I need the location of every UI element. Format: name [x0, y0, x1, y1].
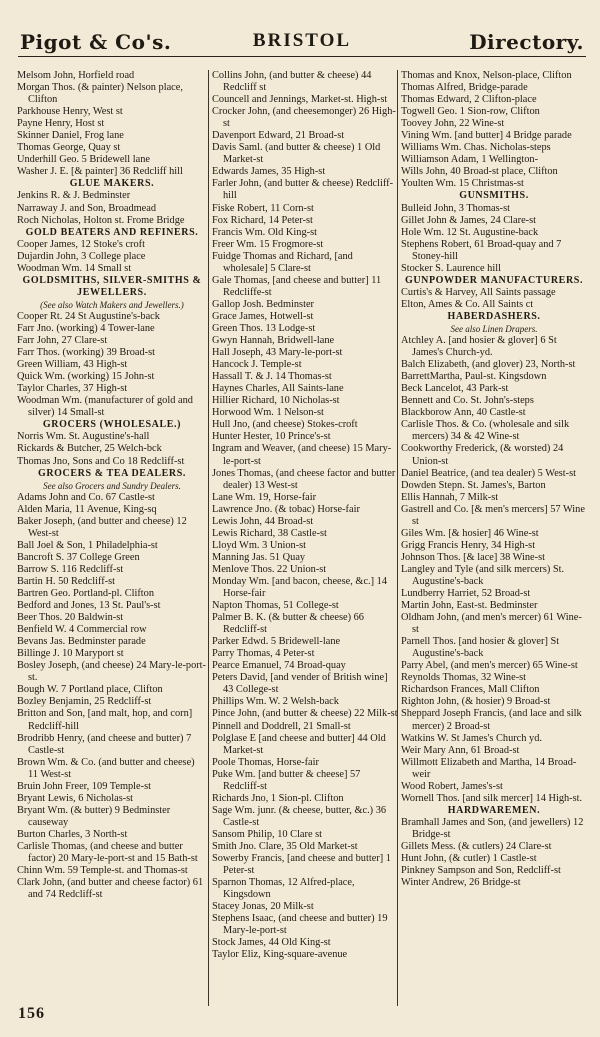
directory-entry: Togwell Geo. 1 Sion-row, Clifton	[401, 106, 540, 118]
directory-entry: Clark John, (and butter and cheese factor) 61 and 74 Redcliff-st	[17, 877, 204, 901]
directory-entry: Lawrence Jno. (& tobac) Horse-fair	[212, 503, 360, 515]
directory-entry: Williams Wm. Chas. Nicholas-steps	[401, 142, 551, 154]
section-heading: GUNPOWDER MANUFACTURERS.	[404, 274, 584, 286]
directory-entry: Crocker John, (and cheesemonger) 26 High-st	[212, 106, 396, 130]
directory-entry: Burton Charles, 3 North-st	[17, 828, 128, 840]
directory-entry: Rickards & Butcher, 25 Welch-bck	[17, 443, 162, 455]
directory-entry: Horwood Wm. 1 Nelson-st	[212, 407, 324, 419]
directory-entry: Atchley A. [and hosier & glover] 6 St James's Church-yd.	[401, 335, 557, 359]
section-heading: GUNSMITHS.	[459, 190, 529, 202]
directory-entry: Green William, 43 High-st	[17, 359, 128, 371]
directory-entry: Lloyd Wm. 3 Union-st	[212, 539, 307, 551]
directory-entry: Willmott Elizabeth and Martha, 14 Broad-weir	[401, 756, 577, 780]
directory-entry: Bedford and Jones, 13 St. Paul's-st	[17, 600, 161, 612]
directory-entry: Weir Mary Ann, 61 Broad-st	[401, 744, 520, 756]
directory-entry: Oldham John, (and men's mercer) 61 Wine-st	[401, 612, 582, 636]
directory-entry: Menlove Thos. 22 Union-st	[212, 563, 327, 575]
directory-entry: Farr Thos. (working) 39 Broad-st	[17, 347, 155, 359]
directory-entry: Lewis Richard, 38 Castle-st	[212, 527, 327, 539]
directory-entry: Daniel Beatrice, (and tea dealer) 5 West-st	[401, 467, 577, 479]
directory-entry: Quick Wm. (working) 15 John-st	[17, 371, 155, 383]
directory-entry: Thomas Edward, 2 Clifton-place	[401, 94, 537, 106]
directory-entry: Johnson Thos. [& lace] 38 Wine-st	[401, 551, 545, 563]
directory-entry: Ball Joel & Son, 1 Philadelphia-st	[17, 539, 158, 551]
directory-entry: Bulleid John, 3 Thomas-st	[401, 202, 510, 214]
directory-entry: Dowden Stepn. St. James's, Barton	[401, 479, 546, 491]
directory-entry: Cooper James, 12 Stoke's croft	[17, 238, 145, 250]
directory-entry: Jenkins R. & J. Bedminster	[17, 190, 131, 202]
directory-entry: Giles Wm. [& hosier] 46 Wine-st	[401, 527, 539, 539]
directory-entry: Gallop Josh. Bedminster	[212, 298, 314, 310]
directory-entry: Sheppard Joseph Francis, (and lace and silk mercer) 2 Broad-st	[401, 708, 582, 732]
directory-entry: Bryant Lewis, 6 Nicholas-st	[17, 792, 134, 804]
directory-entry: Adams John and Co. 67 Castle-st	[17, 491, 155, 503]
directory-entry: Green Thos. 13 Lodge-st	[212, 322, 316, 334]
header-publisher: Pigot & Co's.	[20, 30, 172, 54]
directory-entry: Brown Wm. & Co. (and butter and cheese) 11 West-st	[17, 756, 195, 780]
directory-entry: Hall Joseph, 43 Mary-le-port-st	[212, 347, 343, 359]
directory-entry: Bancroft S. 37 College Green	[17, 551, 140, 563]
directory-entry: Roch Nicholas, Holton st. Frome Bridge	[17, 214, 185, 226]
directory-entry: Toovey John, 22 Wine-st	[401, 118, 505, 130]
directory-entry: Fuidge Thomas and Richard, [and wholesale] 5 Clare-st	[212, 250, 353, 274]
directory-entry: BarrettMartha, Paul-st. Kingsdown	[401, 371, 547, 383]
directory-entry: Bryant Wm. (& butter) 9 Bedminster causeway	[17, 804, 171, 828]
directory-entry: Parnell Thos. [and hosier & glover] St Augustine's-back	[401, 636, 560, 660]
see-also-note: (See also Watch Makers and Jewellers.)	[40, 299, 184, 310]
directory-entry: Beck Lancelot, 43 Park-st	[401, 383, 509, 395]
directory-entry: Pearce Emanuel, 74 Broad-quay	[212, 660, 346, 672]
directory-entry: Bosley Joseph, (and cheese) 24 Mary-le-port-st.	[17, 660, 207, 684]
directory-entry: Lane Wm. 19, Horse-fair	[212, 491, 317, 503]
directory-entry: Wood Robert, James's-st	[401, 780, 503, 792]
directory-entry: Wornell Thos. [and silk mercer] 14 High-st.	[401, 792, 583, 804]
directory-entry: Blackborow Ann, 40 Castle-st	[401, 407, 526, 419]
directory-entry: Washer J. E. [& painter] 36 Redcliff hill	[17, 166, 183, 178]
directory-entry: Billinge J. 10 Maryport st	[17, 648, 124, 660]
directory-entry: Vining Wm. [and butter] 4 Bridge parade	[401, 130, 572, 142]
directory-entry: Wills John, 40 Broad-st place, Clifton	[401, 166, 558, 178]
directory-entry: Bozley Benjamin, 25 Redcliff-st	[17, 696, 152, 708]
directory-entry: Ellis Hannah, 7 Milk-st	[401, 491, 499, 503]
directory-entry: Melsom John, Horfield road	[17, 70, 135, 81]
directory-entry: Sowerby Francis, [and cheese and butter] 1 Peter-st	[212, 853, 391, 877]
directory-entry: Fiske Robert, 11 Corn-st	[212, 202, 314, 214]
directory-entry: Williamson Adam, 1 Wellington-	[401, 154, 539, 166]
directory-entry: Davis Saml. (and butter & cheese) 1 Old Market-st	[212, 142, 381, 166]
see-also-note: See also Grocers and Sundry Dealers.	[43, 480, 181, 491]
directory-entry: Stocker S. Laurence hill	[401, 262, 501, 274]
directory-entry: Puke Wm. [and butter & cheese] 57 Redcliff-st	[212, 768, 361, 792]
directory-entry: Woodman Wm. 14 Small st	[17, 262, 132, 274]
directory-entry: Britton and Son, [and malt, hop, and corn] Redcliff-hill	[17, 708, 193, 732]
directory-entry: Peters David, [and vender of British wine] 43 College-st	[212, 672, 388, 696]
directory-entry: Carlisle Thomas, (and cheese and butter factor) 20 Mary-le-port-st and 15 Bath-st	[17, 841, 198, 865]
section-heading: GROCERS & TEA DEALERS.	[37, 467, 187, 479]
directory-entry: Bruin John Freer, 109 Temple-st	[17, 780, 151, 792]
directory-entry: Hillier Richard, 10 Nicholas-st	[212, 395, 340, 407]
directory-entry: Polglase E [and cheese and butter] 44 Old Market-st	[212, 732, 386, 756]
directory-entry: Hassall T. & J. 14 Thomas-st	[212, 371, 332, 383]
directory-entry: Cooper Rt. 24 St Augustine's-back	[17, 310, 160, 322]
section-heading: GROCERS (WHOLESALE.)	[42, 419, 182, 431]
directory-entry: Jones Thomas, (and cheese factor and butter dealer) 13 West-st	[212, 467, 396, 491]
directory-entry: Palmer B. K. (& butter & cheese) 66 Redcliff-st	[212, 612, 364, 636]
directory-entry: Francis Wm. Old King-st	[212, 226, 317, 238]
directory-entry: Hunt John, (& cutler) 1 Castle-st	[401, 853, 537, 865]
directory-entry: Sparnon Thomas, 12 Alfred-place, Kingsdown	[212, 877, 355, 901]
directory-entry: Thomas Alfred, Bridge-parade	[401, 82, 528, 94]
directory-entry: Benfield W. 4 Commercial row	[17, 624, 147, 636]
page-header	[18, 30, 586, 57]
directory-entry: Bramhall James and Son, (and jewellers) 12 Bridge-st	[401, 816, 584, 840]
directory-entry: Curtis's & Harvey, All Saints passage	[401, 286, 556, 298]
directory-entry: Richards Jno, 1 Sion-pl. Clifton	[212, 792, 344, 804]
see-also-note: See also Linen Drapers.	[450, 323, 538, 334]
directory-entry: Morgan Thos. (& painter) Nelson place, Clifton	[17, 82, 183, 106]
directory-entry: Brodribb Henry, (and cheese and butter) 7 Castle-st	[17, 732, 192, 756]
page-number: 156	[18, 1005, 45, 1022]
directory-entry: Parkhouse Henry, West st	[17, 106, 123, 118]
directory-entry: Davenport Edward, 21 Broad-st	[212, 130, 345, 142]
directory-entry: Taylor Charles, 37 High-st	[17, 383, 128, 395]
directory-entry: Carlisle Thos. & Co. (wholesale and silk mercers) 34 & 42 Wine-st	[401, 419, 570, 443]
directory-entry: Gwyn Hannah, Bridwell-lane	[212, 335, 335, 347]
directory-entry: Napton Thomas, 51 College-st	[212, 600, 339, 612]
directory-entry: Phillips Wm. W. 2 Welsh-back	[212, 696, 339, 708]
directory-entry: Cookworthy Frederick, (& worsted) 24 Union-st	[401, 443, 564, 467]
directory-entry: Monday Wm. [and bacon, cheese, &c.] 14 Horse-fair	[212, 575, 388, 600]
directory-entry: Freer Wm. 15 Frogmore-st	[212, 238, 324, 250]
directory-entry: Grace James, Hotwell-st	[212, 310, 314, 322]
directory-entry: Underhill Geo. 5 Bridewell lane	[17, 154, 150, 166]
directory-entry: Haynes Charles, All Saints-lane	[212, 383, 344, 395]
directory-entry: Bough W. 7 Portland place, Clifton	[17, 684, 163, 696]
directory-entry: Collins John, (and butter & cheese) 44 Redcliff st	[212, 70, 372, 94]
directory-entry: Beer Thos. 20 Baldwin-st	[17, 612, 124, 624]
directory-entry: Dujardin John, 3 College place	[17, 250, 146, 262]
directory-entry: Stephens Isaac, (and cheese and butter) 19 Mary-le-port-st	[212, 913, 388, 937]
directory-entry: Ingram and Weaver, (and cheese) 15 Mary-le-port-st	[212, 443, 392, 467]
directory-entry: Stacey Jonas, 20 Milk-st	[212, 901, 314, 913]
directory-entry: Woodman Wm. (manufacturer of gold and silver) 14 Small-st	[17, 395, 193, 419]
directory-entry: Thomas and Knox, Nelson-place, Clifton	[401, 70, 572, 81]
directory-entry: Parker Edwd. 5 Bridewell-lane	[212, 636, 341, 648]
directory-entry: Barrow S. 116 Redcliff-st	[17, 563, 124, 575]
directory-entry: Righton John, (& hosier) 9 Broad-st	[401, 696, 551, 708]
directory-entry: Bennett and Co. St. John's-steps	[401, 395, 534, 407]
directory-entry: Lewis John, 44 Broad-st	[212, 515, 314, 527]
directory-entry: Gale Thomas, [and cheese and butter] 11 Redcliffe-st	[212, 274, 382, 298]
directory-entry: Poole Thomas, Horse-fair	[212, 756, 319, 768]
directory-entry: Councell and Jennings, Market-st. High-st	[212, 94, 388, 106]
directory-entry: Martin John, East-st. Bedminster	[401, 600, 538, 612]
directory-entry: Lundberry Harriet, 52 Broad-st	[401, 588, 531, 600]
directory-entry: Taylor Eliz, King-square-avenue	[212, 949, 348, 961]
directory-entry: Winter Andrew, 26 Bridge-st	[401, 877, 521, 889]
directory-entry: Smith Jno. Clare, 35 Old Market-st	[212, 841, 358, 852]
section-heading: HARDWAREMEN.	[447, 804, 541, 816]
directory-entry: Farr Jno. (working) 4 Tower-lane	[17, 322, 155, 334]
directory-entry: Grigg Francis Henry, 34 High-st	[401, 539, 536, 551]
section-heading: HABERDASHERS.	[447, 310, 541, 322]
directory-entry: Norris Wm. St. Augustine's-hall	[17, 431, 150, 443]
directory-entry: Baker Joseph, (and butter and cheese) 12 West-st	[17, 515, 187, 539]
directory-entry: Hull Jno, (and cheese) Stokes-croft	[212, 419, 358, 431]
directory-entry: Narraway J. and Son, Broadmead	[17, 202, 157, 214]
directory-entry: Hole Wm. 12 St. Augustine-back	[401, 226, 539, 238]
directory-entry: Langley and Tyle (and silk mercers) St. Augustine's-back	[401, 563, 565, 587]
directory-entry: Bartin H. 50 Redcliff-st	[17, 575, 116, 587]
directory-entry: Gastrell and Co. [& men's mercers] 57 Wine st	[401, 503, 585, 527]
directory-entry: Sansom Philip, 10 Clare st	[212, 828, 323, 840]
directory-entry: Gillet John & James, 24 Clare-st	[401, 214, 537, 226]
directory-entry: Pince John, (and butter & cheese) 22 Milk-st	[212, 708, 398, 720]
directory-entry: Reynolds Thomas, 32 Wine-st	[401, 672, 527, 684]
directory-entry: Alden Maria, 11 Avenue, King-sq	[17, 503, 157, 515]
directory-entry: Parry Thomas, 4 Peter-st	[212, 648, 315, 660]
directory-entry: Watkins W. St James's Church yd.	[401, 732, 542, 744]
directory-entry: Thomas Jno, Sons and Co 18 Redcliff-st	[17, 455, 185, 467]
directory-entry: Stephens Robert, 61 Broad-quay and 7 Stoney-hill	[401, 238, 562, 262]
directory-entry: Manning Jas. 51 Quay	[212, 551, 306, 563]
column-1	[17, 70, 207, 1006]
directory-entry: Gillets Mess. (& cutlers) 24 Clare-st	[401, 841, 552, 852]
directory-entry: Sage Wm. junr. (& cheese, butter, &c.) 36 Castle-st	[212, 804, 387, 828]
directory-entry: Pinnell and Doddrell, 21 Small-st	[212, 720, 351, 732]
section-heading: GOLD BEATERS AND REFINERS.	[25, 226, 199, 238]
directory-entry: Elton, Ames & Co. All Saints ct	[401, 298, 534, 310]
directory-entry: Hunter Hester, 10 Prince's-st	[212, 431, 331, 443]
directory-entry: Thomas George, Quay st	[17, 142, 121, 154]
header-city: BRISTOL	[252, 30, 352, 51]
directory-entry: Skinner Daniel, Frog lane	[17, 130, 124, 142]
section-heading: GOLDSMITHS, SILVER-SMITHS & JEWELLERS.	[22, 274, 202, 298]
directory-entry: Bevans Jas. Bedminster parade	[17, 636, 146, 648]
directory-entry: Balch Elizabeth, (and glover) 23, North-st	[401, 359, 576, 371]
directory-entry: Richardson Frances, Mall Clifton	[401, 684, 540, 696]
directory-entry: Fox Richard, 14 Peter-st	[212, 214, 313, 226]
directory-entry: Farler John, (and butter & cheese) Redcliff-hill	[212, 178, 394, 202]
directory-entry: Hancock J. Temple-st	[212, 359, 302, 371]
directory-entry: Farr John, 27 Clare-st	[17, 335, 108, 347]
column-2	[208, 70, 398, 1006]
header-directory: Directory.	[469, 30, 584, 54]
directory-entry: Bartren Geo. Portland-pl. Clifton	[17, 588, 155, 600]
section-heading: GLUE MAKERS.	[69, 178, 155, 190]
column-3	[397, 70, 587, 1006]
directory-entry: Youlten Wm. 15 Christmas-st	[401, 178, 524, 190]
directory-entry: Parry Abel, (and men's mercer) 65 Wine-st	[401, 660, 578, 672]
directory-entry: Stock James, 44 Old King-st	[212, 937, 331, 949]
directory-entry: Pinkney Sampson and Son, Redcliff-st	[401, 865, 561, 877]
directory-entry: Payne Henry, Host st	[17, 118, 105, 130]
directory-entry: Chinn Wm. 59 Temple-st. and Thomas-st	[17, 865, 188, 877]
directory-entry: Edwards James, 35 High-st	[212, 166, 326, 178]
